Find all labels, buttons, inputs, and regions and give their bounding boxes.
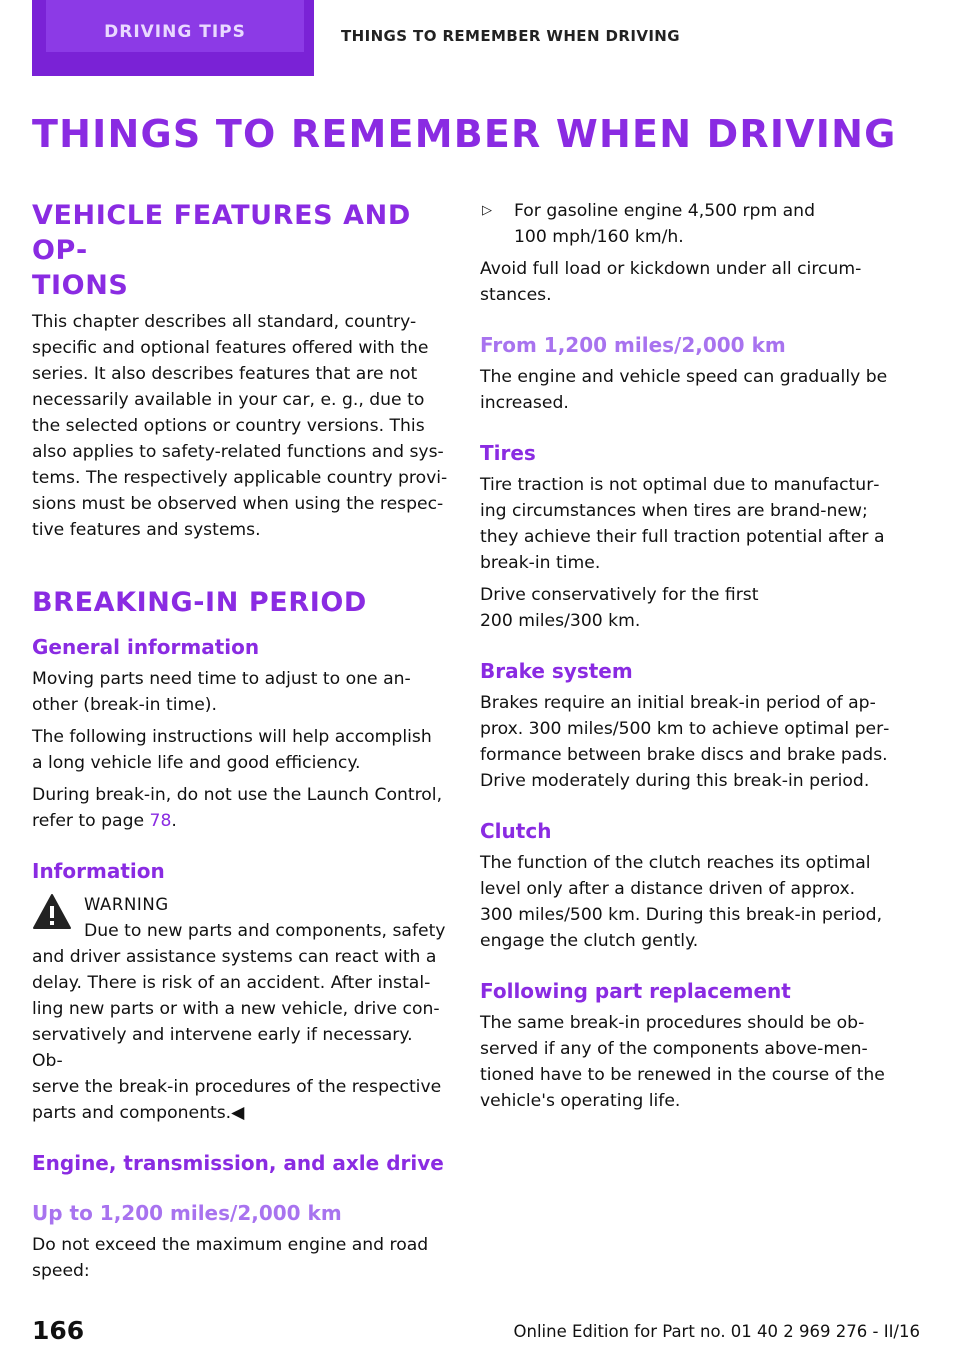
text-line: Tire traction is not optimal due to manufactur‐ (480, 475, 880, 495)
text-line: tive features and systems. (32, 520, 261, 540)
brake-system-text (480, 690, 896, 794)
from-1200-heading: From 1,200 miles/2,000 km (480, 333, 786, 357)
text-line: tioned have to be renewed in the course of the (480, 1065, 885, 1085)
information-heading: Information (32, 859, 165, 883)
edition-note: Online Edition for Part no. 01 40 2 969 276 - II/16 (513, 1322, 920, 1341)
text-line: and driver assistance systems can react with a (32, 947, 437, 967)
vehicle-heading-line-2: TIONS (32, 270, 129, 301)
tires-text-1 (480, 472, 896, 576)
text-line: The engine and vehicle speed can gradually be (480, 367, 888, 387)
page-78-link[interactable]: 78 (149, 811, 172, 831)
following-part-replacement-heading: Following part replacement (480, 979, 791, 1003)
text-line: 200 miles/300 km. (480, 611, 641, 631)
clutch-text (480, 850, 896, 954)
tab-driving-tips-inner (46, 0, 304, 52)
text-line: Brakes require an initial break-in period of ap‐ (480, 693, 876, 713)
text-line: stances. (480, 285, 552, 305)
text-line: Moving parts need time to adjust to one an‐ (32, 669, 411, 689)
text-line: For gasoline engine 4,500 rpm and (514, 201, 815, 221)
text-line: During break-in, do not use the Launch Control, (32, 785, 443, 805)
warning-triangle-icon (32, 892, 72, 932)
text-line: parts and components.◀ (32, 1103, 245, 1123)
list-item (480, 198, 896, 250)
warning-label: WARNING (84, 895, 169, 914)
tires-text-2 (480, 582, 896, 634)
vehicle-features-text (32, 309, 448, 543)
text-line: tems. The respectively applicable country provi‐ (32, 468, 448, 488)
text-line: servatively and intervene early if necessary. Ob‐ (32, 1025, 413, 1071)
text-line: ling new parts or with a new vehicle, drive con‐ (32, 999, 440, 1019)
general-text-1 (32, 666, 448, 718)
chapter-title: THINGS TO REMEMBER WHEN DRIVING (341, 27, 680, 45)
text-line: vehicle's operating life. (480, 1091, 681, 1111)
warning-block (32, 892, 448, 1126)
text-line: engage the clutch gently. (480, 931, 699, 951)
warning-text-first: Due to new parts and components, safety (84, 921, 446, 941)
warning-text (32, 944, 448, 1126)
text-line: served if any of the components above-men‐ (480, 1039, 868, 1059)
text-line: delay. There is risk of an accident. After instal‐ (32, 973, 431, 993)
text-line: 100 mph/160 km/h. (514, 227, 684, 247)
text-line: ing circumstances when tires are brand-new; (480, 501, 868, 521)
bullet-triangle-icon: ▷ (482, 203, 492, 218)
text-line: sions must be observed when using the respec‐ (32, 494, 444, 514)
text-line: The following instructions will help accomplish (32, 727, 432, 747)
text-line: increased. (480, 393, 569, 413)
tab-driving-tips[interactable] (32, 0, 314, 76)
text-line: Drive moderately during this break-in period. (480, 771, 870, 791)
avoid-text (480, 256, 896, 308)
from-1200-text (480, 364, 896, 416)
breaking-in-heading: BREAKING-IN PERIOD (32, 587, 367, 618)
text-line: prox. 300 miles/500 km to achieve optimal per‐ (480, 719, 890, 739)
up-to-1200-text (32, 1232, 448, 1284)
vehicle-features-heading (32, 198, 448, 303)
text-line: Do not exceed the maximum engine and road (32, 1235, 429, 1255)
right-column (480, 198, 896, 1114)
text-line: series. It also describes features that are not (32, 364, 418, 384)
text-line: specific and optional features offered with the (32, 338, 429, 358)
text-line: the selected options or country versions. This (32, 416, 425, 436)
text-line: speed: (32, 1261, 90, 1281)
text-line: Avoid full load or kickdown under all circum‐ (480, 259, 862, 279)
text-line: a long vehicle life and good efficiency. (32, 753, 361, 773)
general-text-3 (32, 782, 448, 834)
text-line: refer to page (32, 811, 150, 831)
page-title: THINGS TO REMEMBER WHEN DRIVING (32, 112, 897, 156)
general-information-heading: General information (32, 635, 260, 659)
text-line: This chapter describes all standard, country- (32, 312, 417, 332)
text-line: . (171, 811, 177, 831)
text-line: serve the break-in procedures of the respective (32, 1077, 442, 1097)
general-text-2 (32, 724, 448, 776)
text-line: The same break-in procedures should be ob‐ (480, 1013, 865, 1033)
clutch-heading: Clutch (480, 819, 552, 843)
text-line: they achieve their full traction potential after a (480, 527, 885, 547)
text-line: formance between brake discs and brake pads. (480, 745, 888, 765)
text-line: Drive conservatively for the first (480, 585, 759, 605)
tab-driving-tips-label: DRIVING TIPS (104, 22, 246, 42)
brake-system-heading: Brake system (480, 659, 633, 683)
text-line: necessarily available in your car, e. g., due to (32, 390, 425, 410)
following-part-replacement-text (480, 1010, 896, 1114)
left-column (32, 198, 448, 1284)
tires-heading: Tires (480, 441, 536, 465)
text-line: level only after a distance driven of approx. (480, 879, 856, 899)
engine-transmission-heading: Engine, transmission, and axle drive (32, 1151, 444, 1175)
text-line: also applies to safety-related functions and sys‐ (32, 442, 444, 462)
text-line: other (break-in time). (32, 695, 217, 715)
vehicle-heading-line-1: VEHICLE FEATURES AND OP‐ (32, 200, 411, 266)
text-line: The function of the clutch reaches its optimal (480, 853, 871, 873)
page-number: 166 (32, 1316, 85, 1345)
text-line: 300 miles/500 km. During this break-in period, (480, 905, 883, 925)
text-line: break-in time. (480, 553, 601, 573)
bullet-text (514, 198, 896, 250)
up-to-1200-heading: Up to 1,200 miles/2,000 km (32, 1201, 342, 1225)
